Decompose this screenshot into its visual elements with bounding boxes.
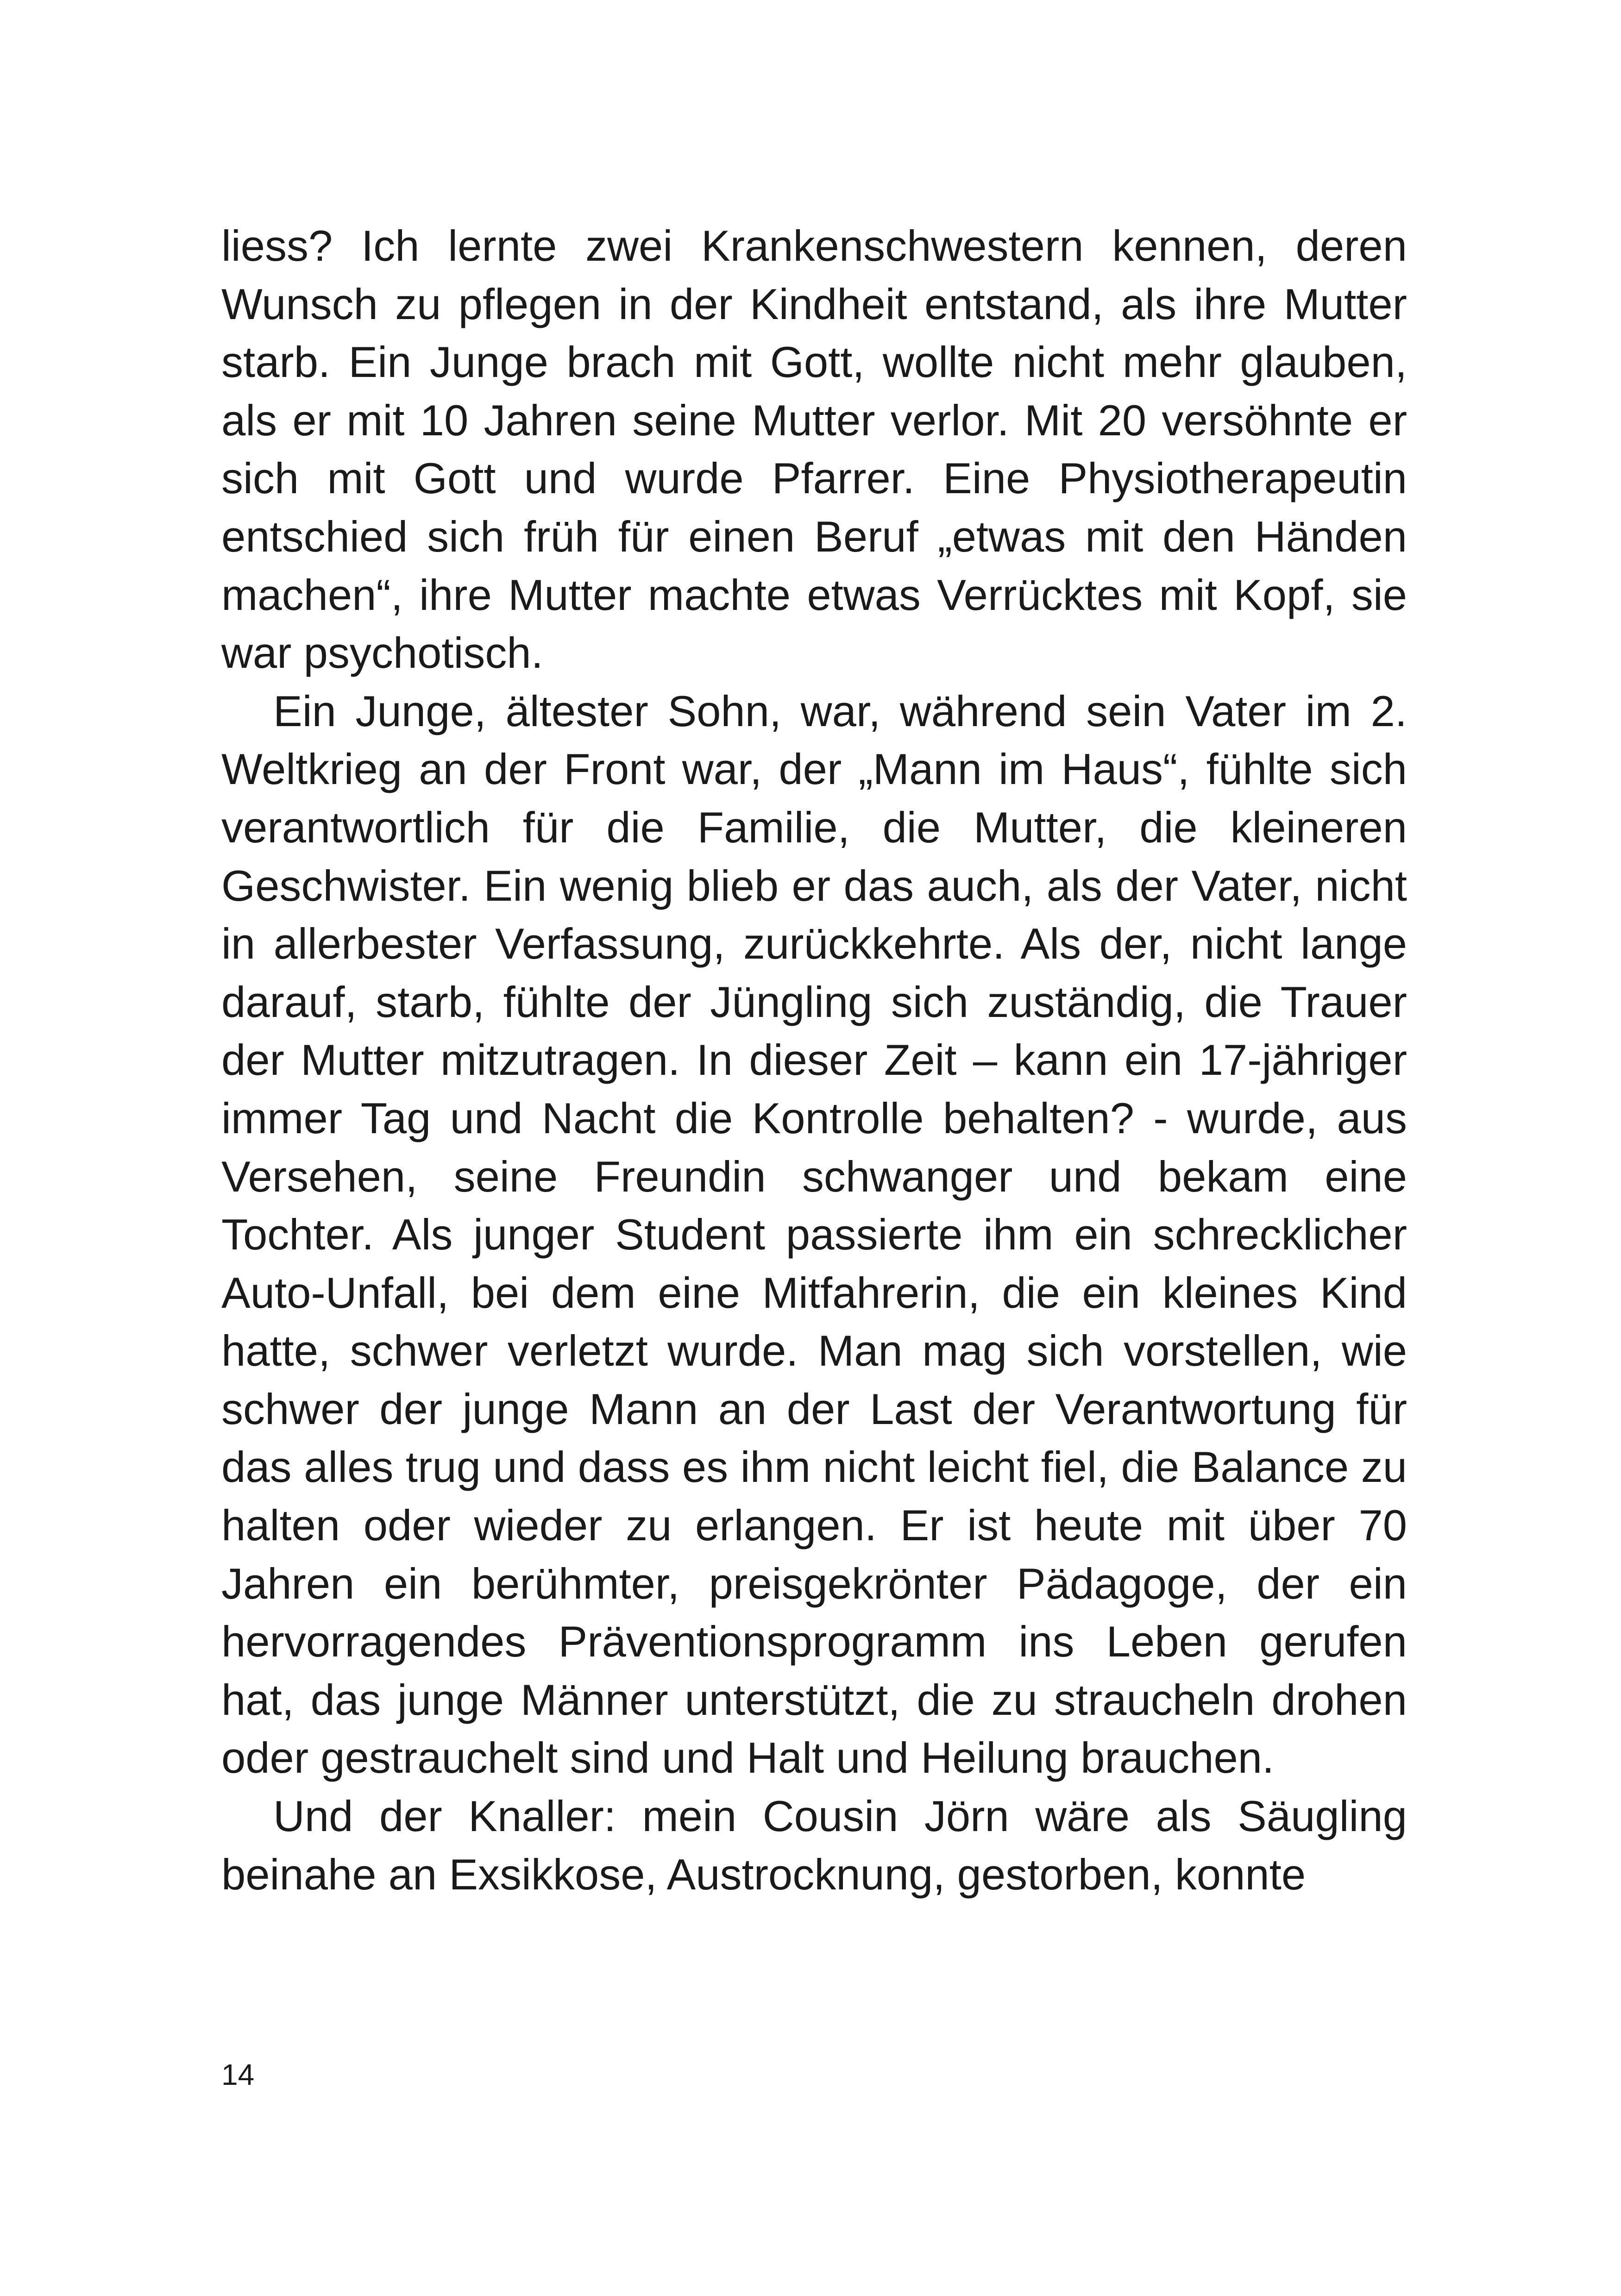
paragraph-3: Und der Knaller: mein Cousin Jörn wäre als Säugling beinahe an Exsikkose, Austrocknung, gestorben, konnte: [221, 1792, 1407, 1899]
body-text: [221, 217, 1407, 1903]
paragraph-2: Ein Junge, ältester Sohn, war, während sein Vater im 2. Weltkrieg an der Front war, der „Mann im Haus“, fühlte sich verantwortlich für die Familie, die Mutter, die kleineren Geschwister. Ein wenig blieb er das auch, als der Vater, nicht in allerbester Verfassung, zurückkehrte. Als der, nicht lange darauf, starb, fühlte der Jüngling sich zuständig, die Trauer der Mutter mitzutragen. In dieser Zeit – kann ein 17-jähriger immer Tag und Nacht die Kontrolle behalten? - wurde, aus Versehen, seine Freundin schwanger und bekam eine Tochter. Als junger Student passierte ihm ein schrecklicher Auto-Unfall, bei dem eine Mitfahrerin, die ein kleines Kind hatte, schwer verletzt wurde. Man mag sich vorstellen, wie schwer der junge Mann an der Last der Verantwortung für das alles trug und dass es ihm nicht leicht fiel, die Balance zu halten oder wieder zu erlangen. Er ist heute mit über 70 Jahren ein berühmter, preisgekrönter Pädagoge, der ein hervorragendes Präventionsprogramm ins Leben gerufen hat, das junge Männer unterstützt, die zu straucheln drohen oder gestrauchelt sind und Halt und Heilung brauchen.: [221, 686, 1407, 1782]
paragraph-1: liess? Ich lernte zwei Krankenschwestern kennen, deren Wunsch zu pflegen in der Kindheit entstand, als ihre Mutter starb. Ein Junge brach mit Gott, wollte nicht mehr glauben, als er mit 10 Jahren seine Mutter verlor. Mit 20 versöhnte er sich mit Gott und wurde Pfarrer. Eine Physiotherapeutin entschied sich früh für einen Beruf „etwas mit den Händen machen“, ihre Mutter machte etwas Verrücktes mit Kopf, sie war psychotisch.: [221, 221, 1407, 678]
page-number: 14: [221, 2058, 255, 2091]
